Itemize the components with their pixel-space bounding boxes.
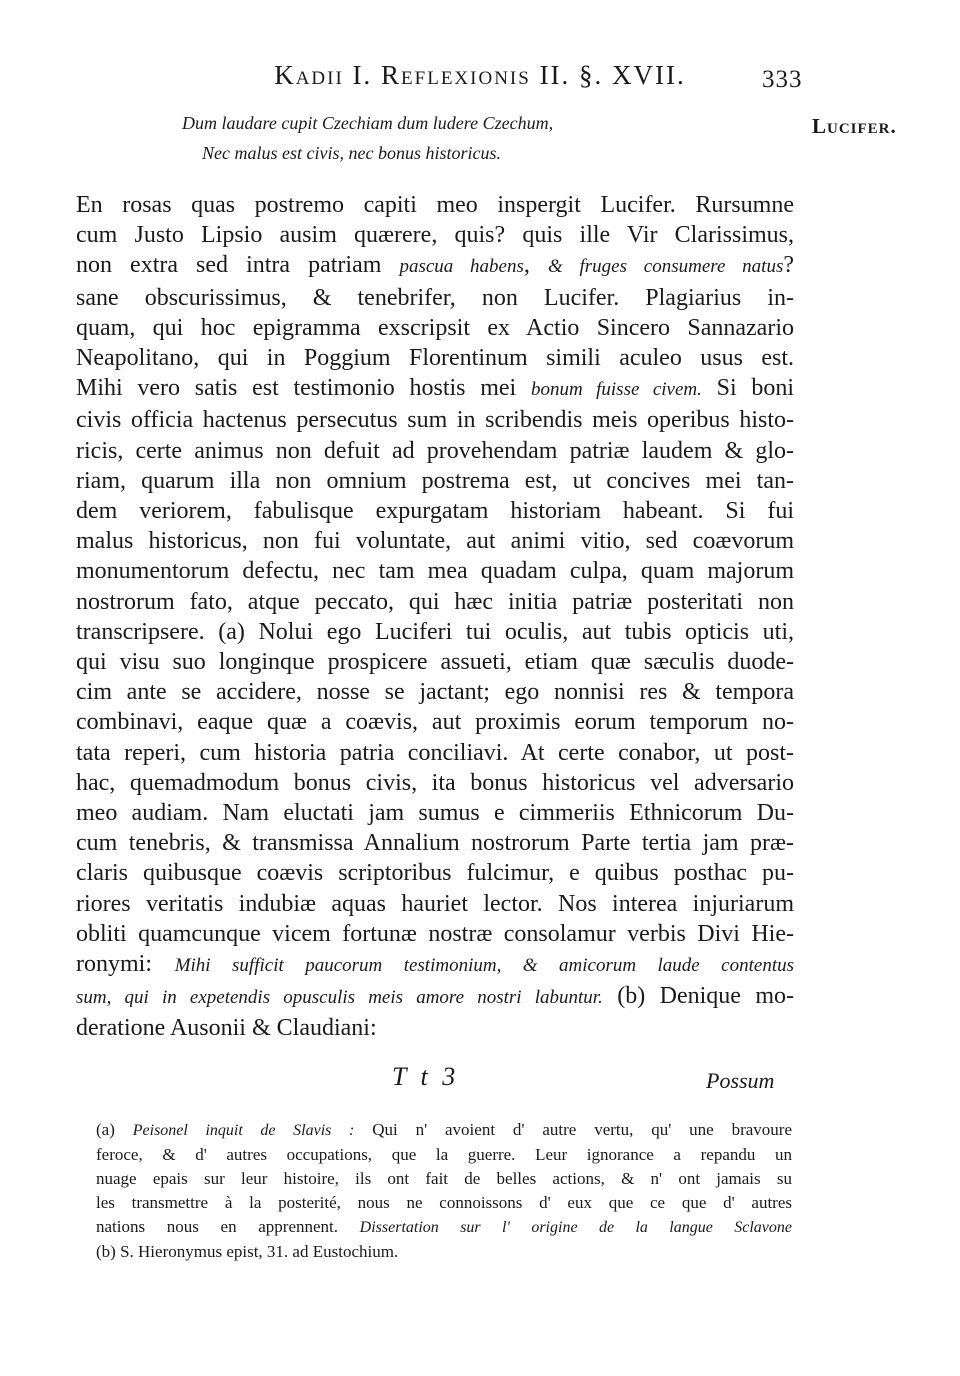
epigraph-line: Nec malus est civis, nec bonus historicus. bbox=[202, 143, 501, 163]
text-line: cum Justo Lipsio ausim quærere, quis? quis ille Vir Clarissimus, bbox=[76, 222, 794, 249]
text-line: obliti quamcunque vicem fortunæ nostræ consolamur verbis Divi Hie- bbox=[76, 920, 794, 947]
text-line: civis officia hactenus persecutus sum in scribendis meis operibus histo- bbox=[76, 407, 794, 434]
text-line: dem veriorem, fabulisque expurgatam historiam habeant. Si fui bbox=[76, 498, 794, 525]
text-line: riam, quarum illa non omnium postrema est, ut concives mei tan- bbox=[76, 467, 794, 494]
text-line: quam, qui hoc epigramma exscripsit ex Actio Sincero Sannazario bbox=[76, 314, 794, 341]
running-title: Kadii I. Reflexionis II. §. XVII. bbox=[274, 60, 686, 90]
footnotes bbox=[96, 1118, 792, 1264]
text-line: Neapolitano, qui in Poggium Florentinum simili aculeo usus est. bbox=[76, 345, 794, 372]
text-line: monumentorum defectu, nec tam mea quadam culpa, quam majorum bbox=[76, 558, 794, 585]
text-line: sane obscurissimus, & tenebrifer, non Lucifer. Plagiarius in- bbox=[76, 284, 794, 311]
text-line: ronymi: Mihi sufficit paucorum testimonium, & amicorum laude contentus bbox=[76, 951, 794, 978]
footnote-line: nations nous en apprennent. Dissertation sur l' origine de la langue Sclavone bbox=[96, 1217, 793, 1236]
text-line: combinavi, eaque quæ a coævis, aut proximis eorum temporum no- bbox=[76, 709, 794, 736]
text-line: sum, qui in expetendis opusculis meis amore nostri labuntur. (b) Denique mo- bbox=[76, 983, 795, 1010]
footnote-a: (a) Peisonel inquit de Slavis : Qui n' avoient d' autre vertu, qu' une bravoure bbox=[96, 1120, 793, 1139]
epigraph-line: Dum laudare cupit Czechiam dum ludere Czechum, bbox=[182, 113, 554, 133]
footnote-line: feroce, & d' autres occupations, que la guerre. Leur ignorance a repandu un bbox=[96, 1145, 792, 1164]
text-line: malus historicus, non fui voluntate, aut animi vitio, sed coævorum bbox=[76, 528, 794, 555]
text-line: claris quibusque coævis scriptoribus fulcimur, e quibus posthac pu- bbox=[76, 860, 794, 887]
page-number: 333 bbox=[762, 66, 803, 93]
text-line: non extra sed intra patriam pascua habens, & fruges consumere natus? bbox=[76, 252, 795, 279]
text-line: nostrorum fato, atque peccato, qui hæc initia patriæ posteritati non bbox=[76, 588, 794, 615]
text-line: cum tenebris, & transmissa Annalium nostrorum Parte tertia jam præ- bbox=[76, 830, 794, 857]
text-line: deratione Ausonii & Claudiani: bbox=[76, 1015, 377, 1042]
catchword: Possum bbox=[706, 1068, 775, 1093]
footnote-line: les transmettre à la posterité, nous ne connoissons d' eux que ce que d' autres bbox=[96, 1193, 792, 1212]
signature-mark: T t 3 bbox=[392, 1062, 460, 1091]
text-line: hac, quemadmodum bonus civis, ita bonus historicus vel adversario bbox=[76, 769, 794, 796]
margin-note: Lucifer. bbox=[812, 114, 897, 138]
text-line: ricis, certe animus non defuit ad provehendam patriæ laudem & glo- bbox=[76, 437, 794, 464]
footnote-b: (b) S. Hieronymus epist, 31. ad Eustochium. bbox=[96, 1242, 399, 1261]
text-line: transcripsere. (a) Nolui ego Luciferi tui oculis, aut tubis opticis uti, bbox=[76, 618, 794, 645]
text-line: meo audiam. Nam eluctati jam sumus e cimmeriis Ethnicorum Du- bbox=[76, 800, 794, 827]
text-line: qui visu suo longinque prospicere assueti, etiam quæ sæculis duode- bbox=[76, 649, 794, 676]
text-line: riores veritatis indubiæ aquas hauriet lector. Nos interea injuriarum bbox=[76, 890, 794, 917]
footnote-line: nuage epais sur leur histoire, ils ont fait de belles actions, & n' ont jamais su bbox=[96, 1169, 792, 1188]
epigraph bbox=[160, 108, 700, 168]
main-text bbox=[76, 190, 794, 1044]
text-line: En rosas quas postremo capiti meo inspergit Lucifer. Rursumne bbox=[76, 192, 794, 218]
text-line: cim ante se accidere, nosse se jactant; ego nonnisi res & tempora bbox=[76, 679, 794, 706]
text-line: Mihi vero satis est testimonio hostis mei bonum fuisse civem. Si boni bbox=[76, 375, 795, 402]
text-line: tata reperi, cum historia patria conciliavi. At certe conabor, ut post- bbox=[76, 739, 794, 766]
